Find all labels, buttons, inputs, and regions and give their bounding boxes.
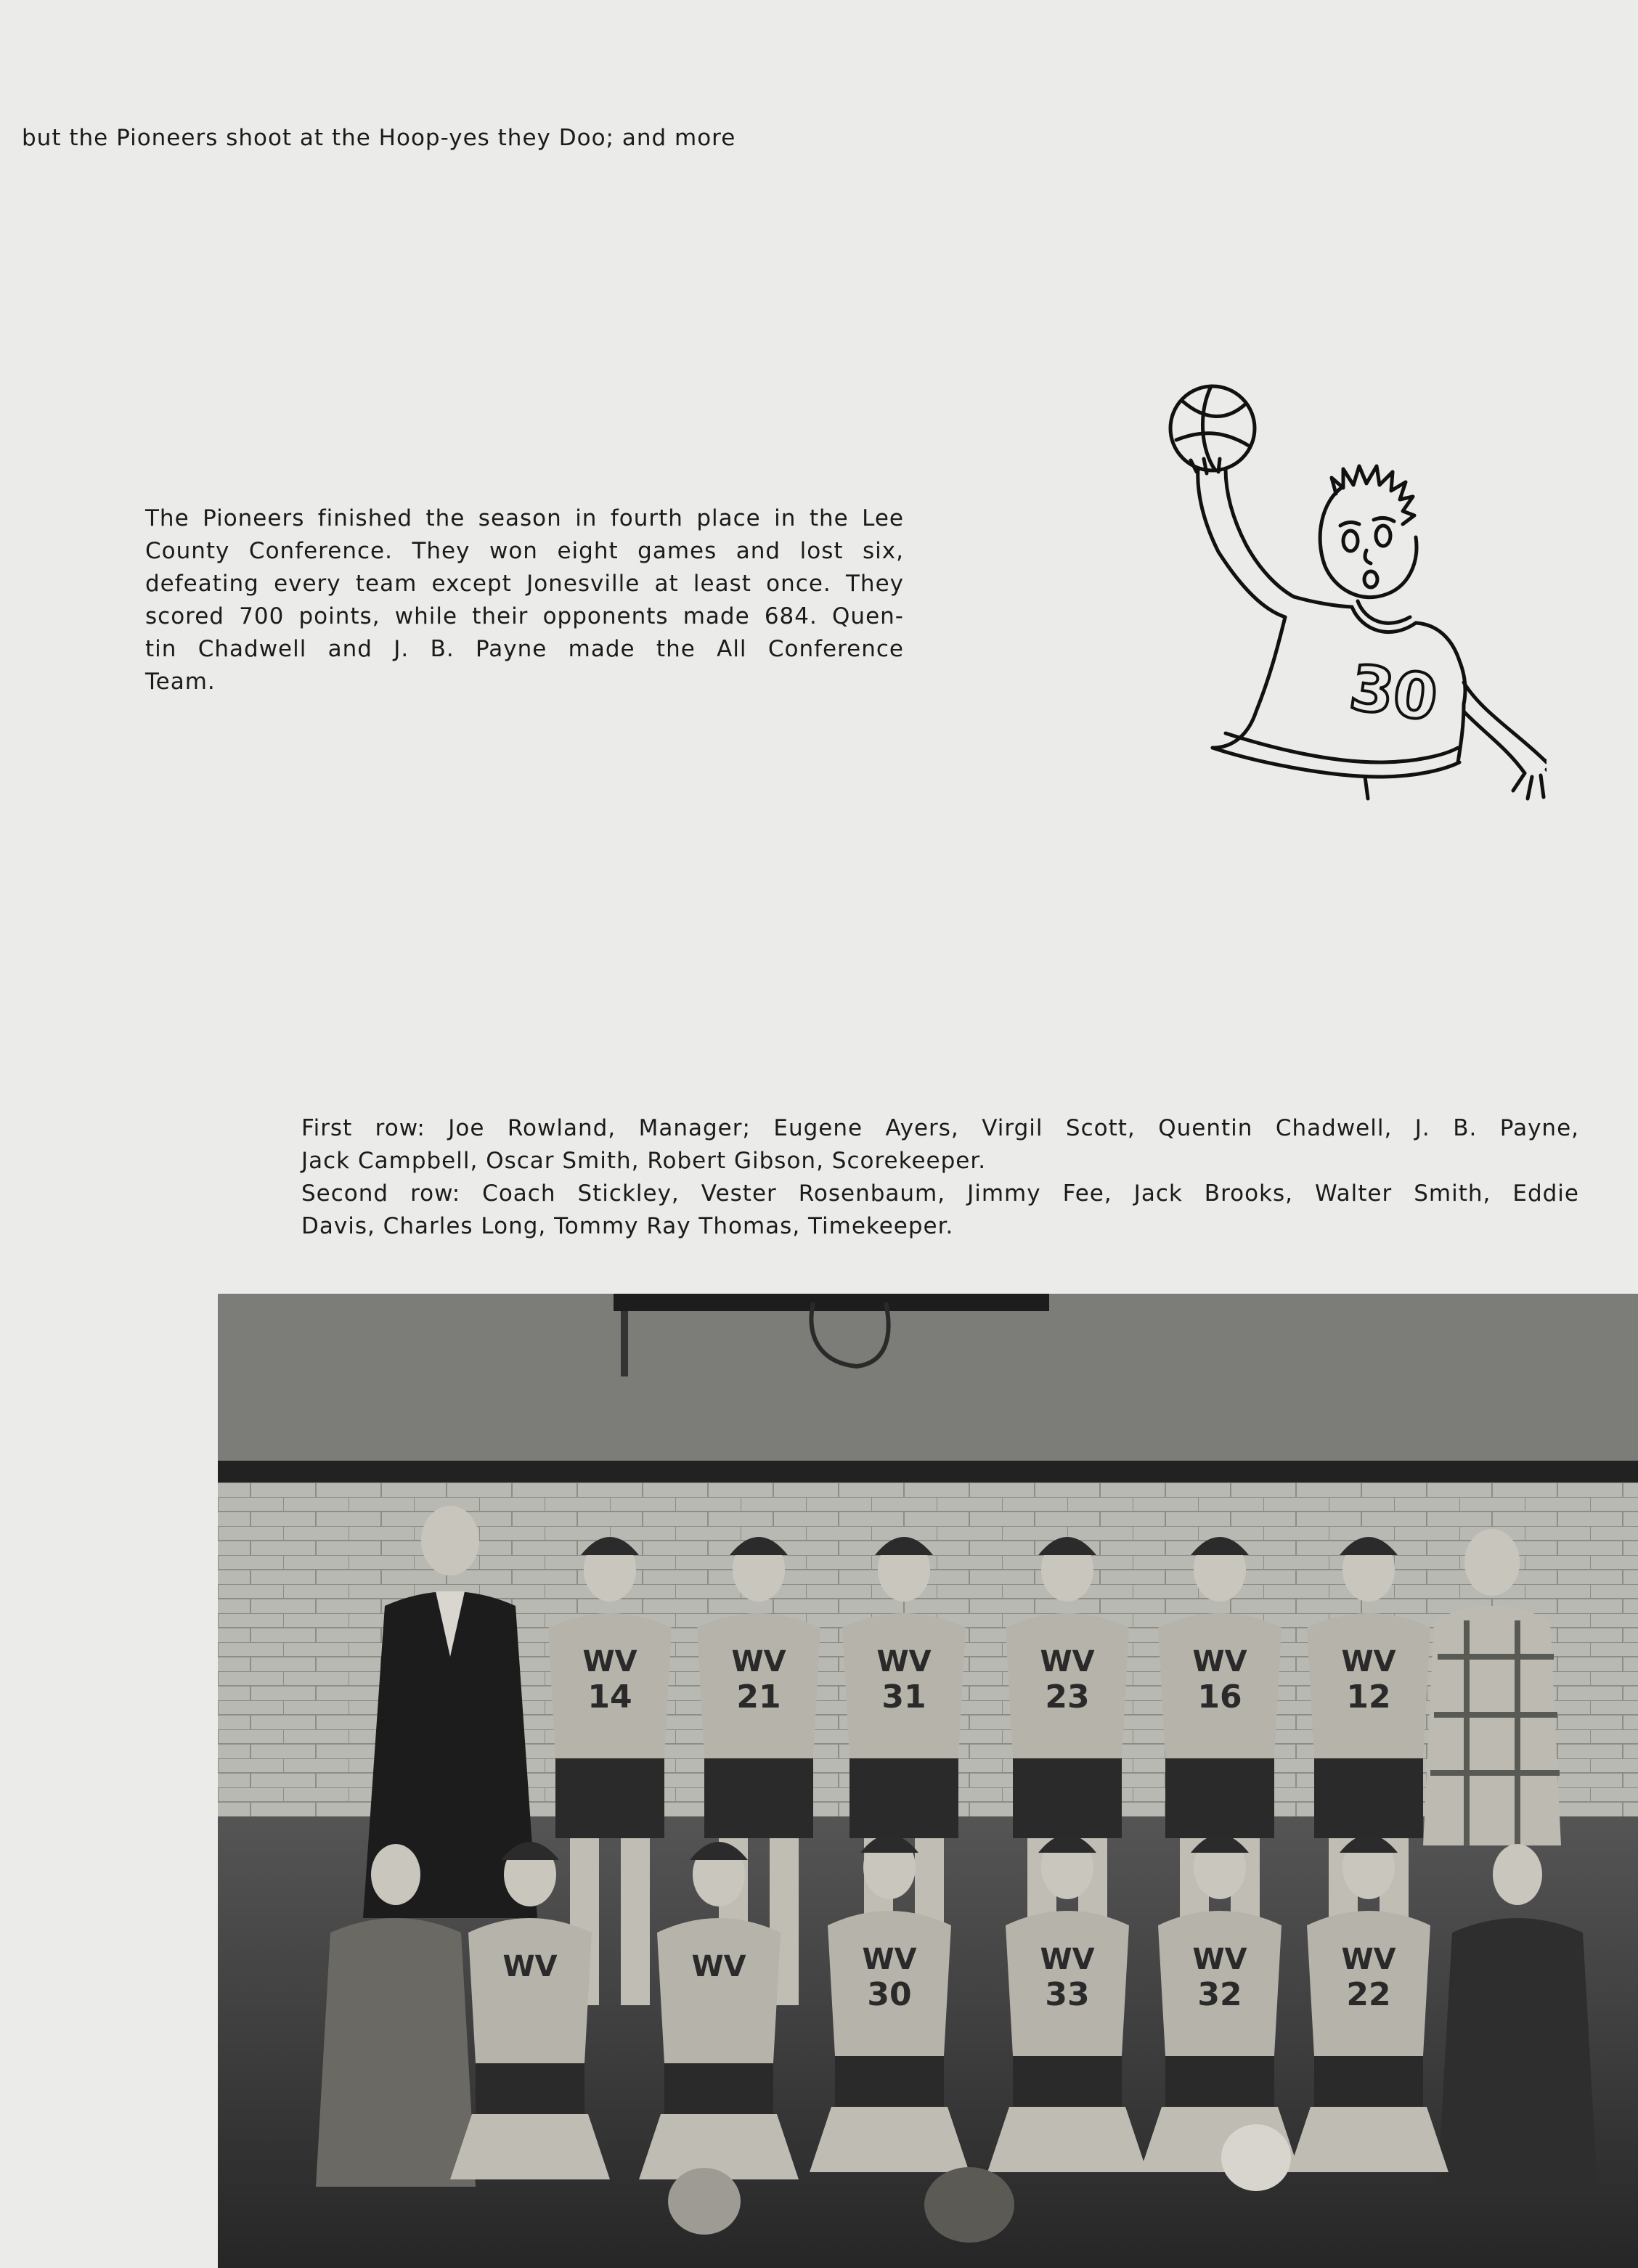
player-shorts <box>1314 1758 1423 1838</box>
jersey-letters: WV <box>582 1645 637 1678</box>
basketball-icon <box>668 2168 741 2235</box>
jersey-number: 22 <box>1346 1976 1391 2013</box>
jersey-letters: WV <box>1192 1943 1247 1976</box>
basketball-player-cartoon <box>1140 370 1547 849</box>
figure-head <box>371 1844 420 1905</box>
jersey-letters: WV <box>1341 1645 1396 1678</box>
basketball-icon <box>924 2167 1014 2243</box>
caption-first-row <box>301 1112 1579 1178</box>
season-summary <box>145 502 904 698</box>
player-shorts <box>1013 1758 1122 1838</box>
jersey-number: 30 <box>867 1976 912 2013</box>
jersey-number: 14 <box>587 1678 632 1716</box>
intro-line: but the Pioneers shoot at the Hoop-yes they Doo; and more <box>22 125 736 151</box>
jersey-number: 21 <box>736 1678 781 1716</box>
jersey-letters: WV <box>1040 1943 1095 1976</box>
figure-body <box>1438 1918 1597 2187</box>
player-shorts <box>664 2063 773 2114</box>
player-leg <box>621 1838 650 2005</box>
jersey-number: 12 <box>1346 1678 1391 1716</box>
jersey-number: 31 <box>881 1678 926 1716</box>
player-jersey <box>657 1918 781 2063</box>
summary-line: The Pioneers finished the season in fourth place in the Lee <box>145 505 904 531</box>
player-shorts <box>1165 1758 1274 1838</box>
player-shorts <box>1314 2056 1423 2107</box>
jersey-number: 23 <box>1045 1678 1090 1716</box>
player-shorts <box>704 1758 813 1838</box>
player-leg <box>987 2107 1147 2172</box>
player-jersey <box>468 1918 592 2063</box>
caption-line: Second row: Coach Stickley, Vester Rosenbaum, Jimmy Fee, Jack Brooks, Walter Smith, Eddie <box>301 1180 1579 1207</box>
jersey-number: 33 <box>1045 1976 1090 2013</box>
jersey-letters: WV <box>1040 1645 1095 1678</box>
player-shorts <box>835 2056 944 2107</box>
caption-line: Jack Campbell, Oscar Smith, Robert Gibson, Scorekeeper. <box>301 1147 987 1174</box>
jersey-letters: WV <box>876 1645 932 1678</box>
player-leg <box>450 2114 610 2179</box>
player-leg <box>810 2107 969 2172</box>
player-shorts <box>849 1758 958 1838</box>
figure-body <box>316 1918 476 2187</box>
player-shorts <box>476 2063 584 2114</box>
summary-line: scored 700 points, while their opponents made 684. Quen- <box>145 603 904 629</box>
player-shorts <box>555 1758 664 1838</box>
jersey-letters: WV <box>731 1645 786 1678</box>
jersey-letters: WV <box>691 1950 746 1983</box>
jersey-letters: WV <box>862 1943 917 1976</box>
player-leg <box>639 2114 799 2179</box>
jersey-letters: WV <box>1192 1645 1247 1678</box>
player-shorts <box>1165 2056 1274 2107</box>
basketball-icon <box>1221 2124 1291 2191</box>
summary-line: County Conference. They won eight games and lost six, <box>145 537 904 564</box>
cartoon-jersey-number: 30 <box>1345 651 1442 735</box>
team-photo <box>218 1294 1638 2268</box>
summary-line: tin Chadwell and J. B. Payne made the All Conference <box>145 635 904 662</box>
team-caption <box>301 1112 1579 1243</box>
jersey-number: 32 <box>1197 1976 1242 2013</box>
summary-line: Team. <box>145 668 216 695</box>
caption-second-row <box>301 1178 1579 1243</box>
player-leg <box>1289 2107 1448 2172</box>
jersey-letters: WV <box>502 1950 558 1983</box>
figure-head <box>1493 1844 1542 1905</box>
jersey-number: 16 <box>1197 1678 1242 1716</box>
basketball-icon <box>1170 386 1255 470</box>
jersey-letters: WV <box>1341 1943 1396 1976</box>
player-shorts <box>1013 2056 1122 2107</box>
caption-line: First row: Joe Rowland, Manager; Eugene Ayers, Virgil Scott, Quentin Chadwell, J. B. Payne, <box>301 1115 1579 1141</box>
caption-line: Davis, Charles Long, Tommy Ray Thomas, Timekeeper. <box>301 1212 954 1239</box>
summary-line: defeating every team except Jonesville at least once. They <box>145 570 904 597</box>
